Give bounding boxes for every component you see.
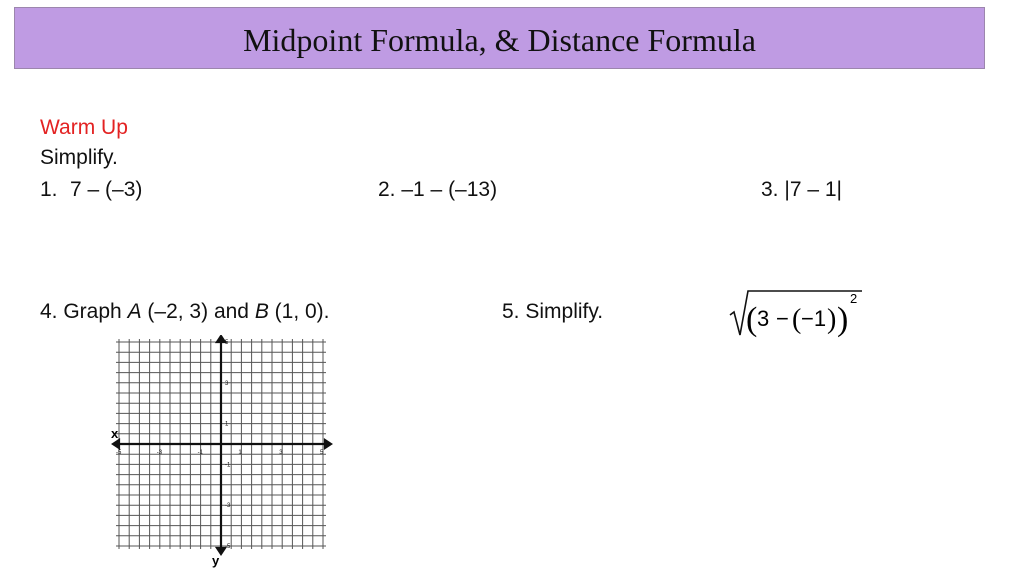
y-axis-label: y: [212, 553, 220, 568]
y-tick-label: -3: [225, 503, 231, 510]
outer-right-paren: ): [837, 301, 849, 338]
point-a-coords: (–2, 3) and: [141, 300, 255, 323]
problem-4-prefix: 4. Graph: [40, 300, 128, 323]
problem-1-number: 1.: [40, 178, 58, 201]
outer-left-paren: (: [746, 301, 758, 338]
y-tick-label: -1: [225, 462, 231, 469]
warmup-instruction: Simplify.: [40, 146, 118, 169]
problem-1-expression: 7 – (–3): [70, 178, 143, 201]
inner-right-paren: ): [827, 304, 837, 335]
axis-arrowhead: [325, 440, 331, 448]
y-tick-label: -5: [225, 544, 231, 550]
x-tick-label: 5: [320, 450, 324, 456]
problem-1: [40, 177, 142, 203]
page-title: Midpoint Formula, & Distance Formula: [243, 22, 756, 58]
problem-2-expression: –1 – (–13): [401, 178, 498, 201]
radicand-a: 3: [757, 306, 770, 331]
radical-expression: [728, 285, 868, 343]
x-tick-label: 3: [279, 450, 283, 456]
warmup-heading: Warm Up: [40, 116, 128, 139]
problem-2: [378, 177, 497, 203]
point-b-coords: (1, 0).: [268, 300, 330, 323]
coordinate-grid: [105, 335, 345, 570]
problem-5-label: 5. Simplify.: [502, 300, 604, 323]
point-b-label: B: [254, 300, 269, 323]
axis-arrowhead: [113, 440, 119, 448]
title-banner: [14, 7, 985, 69]
radicand-minus: −: [776, 306, 789, 331]
x-tick-label: 1: [238, 450, 242, 456]
axis-arrowhead: [217, 336, 225, 342]
y-tick-label: 3: [225, 380, 229, 387]
problem-4: [40, 299, 330, 325]
x-tick-label: -3: [156, 450, 163, 456]
point-a-label: A: [127, 300, 142, 323]
x-tick-label: -5: [116, 450, 122, 456]
problem-3-number: 3.: [761, 178, 779, 201]
x-axis-label: x: [111, 426, 119, 441]
exponent: 2: [850, 291, 858, 306]
x-tick-label: -1: [197, 450, 203, 456]
problem-3-expression: |7 – 1|: [784, 178, 842, 201]
radicand-b: −1: [801, 306, 827, 331]
problem-3: [761, 177, 842, 203]
inner-left-paren: (: [792, 304, 802, 335]
problem-2-number: 2.: [378, 178, 396, 201]
y-tick-label: 5: [225, 340, 229, 346]
y-tick-label: 1: [225, 421, 229, 428]
